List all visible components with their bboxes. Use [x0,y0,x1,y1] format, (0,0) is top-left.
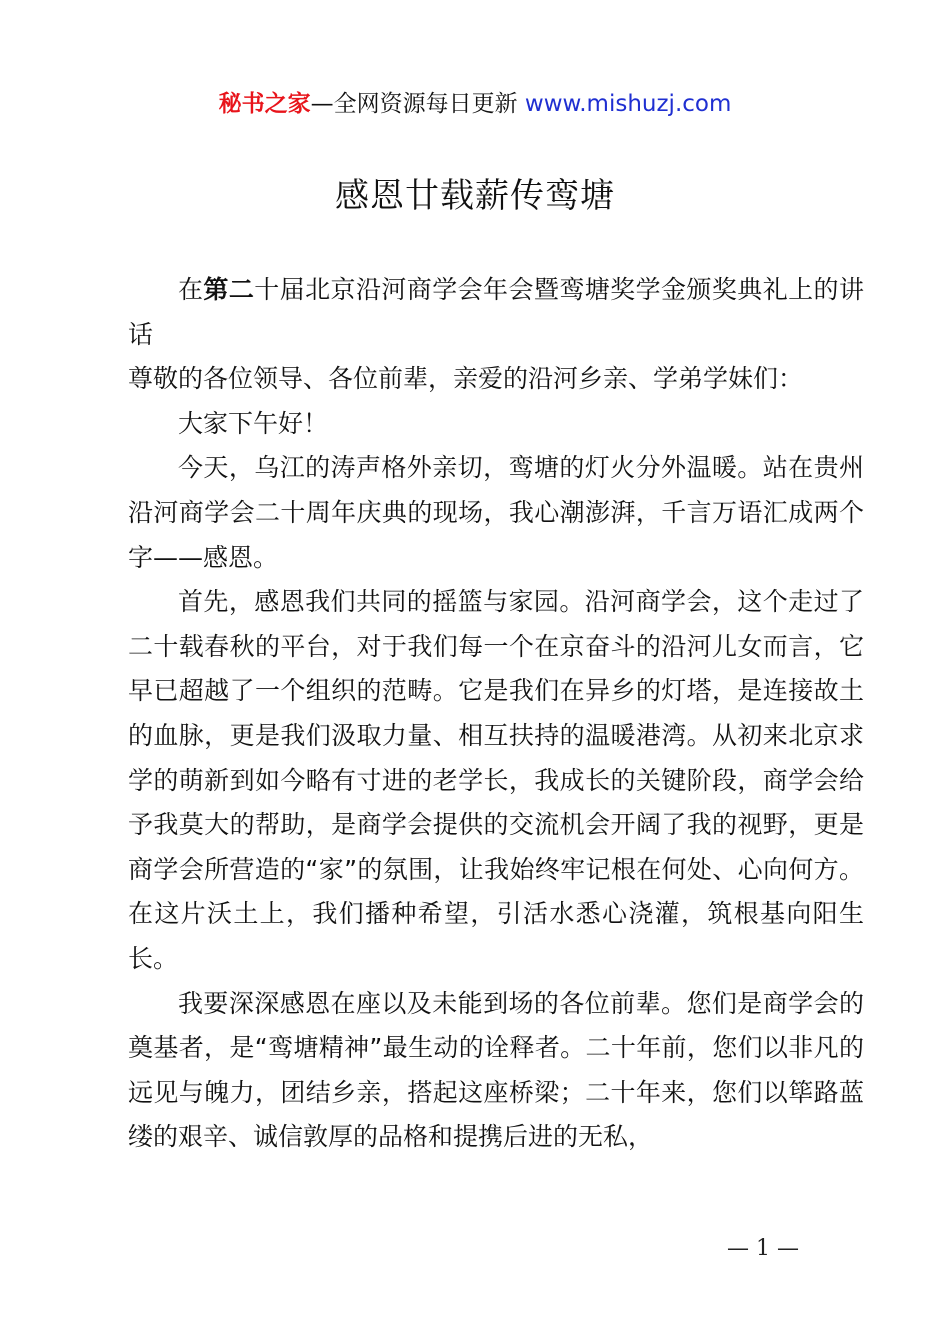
paragraph-1: 今天，乌江的涛声格外亲切，鸾塘的灯火分外温暖。站在贵州沿河商学会二十周年庆典的现场，我心潮澎湃，千言万语汇成两个字——感恩。 [128,453,864,572]
salutation: 尊敬的各位领导、各位前辈，亲爱的沿河乡亲、学弟学妹们： [128,364,804,394]
paragraph-2: 首先，感恩我们共同的摇篮与家园。沿河商学会，这个走过了二十载春秋的平台，对于我们每一个在京奋斗的沿河儿女而言，它早已超越了一个组织的范畴。它是我们在异乡的灯塔，是连接故土的血脉，更是我们汲取力量、相互扶持的温暖港湾。从初来北京求学的萌新到如今略有寸进的老学长，我成长的关键阶段，商学会给予我莫大的帮助，是商学会提供的交流机会开阔了我的视野，更是商学会所营造的“家”的氛围，让我始终牢记根在何处、心向何方。在这片沃土上，我们播种希望，引活水悉心浇灌，筑根基向阳生长。 [128,587,864,973]
paragraph-3: 我要深深感恩在座以及未能到场的各位前辈。您们是商学会的奠基者，是“鸾塘精神”最生动的诠释者。二十年前，您们以非凡的远见与魄力，团结乡亲，搭起这座桥梁；二十年来，您们以筚路蓝缕的艰辛、诚信敦厚的品格和提携后进的无私， [128,988,864,1152]
site-header [0,88,950,120]
brand-name: 秘书之家 [218,91,311,117]
greeting: 大家下午好！ [178,408,329,438]
header-tagline: —全网资源每日更新 [310,91,525,117]
page-number: — 1 — [727,1236,799,1261]
site-url-link[interactable]: www.mishuzj.com [524,91,732,117]
document-body [128,268,864,1160]
subtitle-suffix: 十届北京沿河商学会年会暨鸾塘奖学金颁奖典礼上的讲话 [128,275,864,349]
subtitle-prefix: 在 [178,275,204,304]
document-title: 感恩廿载薪传鸾塘 [335,176,615,216]
speech-subtitle [128,268,864,357]
subtitle-bold: 第二 [203,275,255,304]
